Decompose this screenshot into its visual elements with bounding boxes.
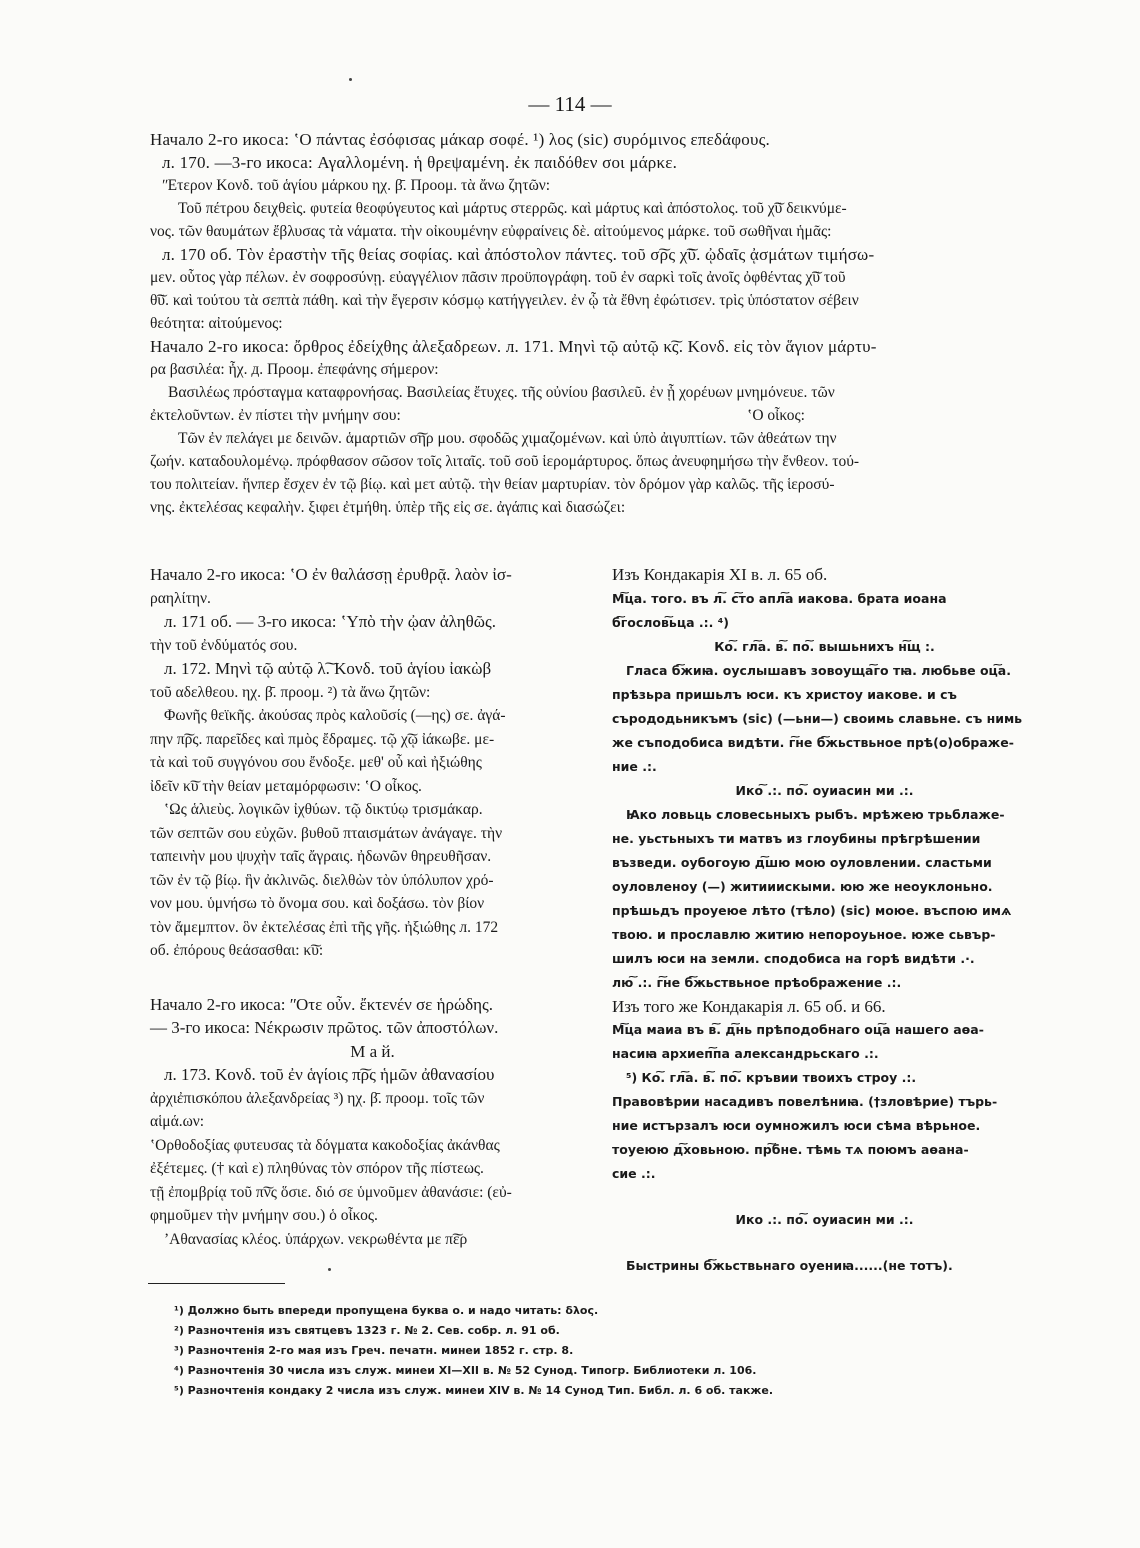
slavonic-line: Быстрины б͠жьствьнаго оуениꙗ......(не тотъ). bbox=[626, 1258, 953, 1273]
greek-line: Φωνῆς θεϊκῆς. ἀκούσας πρὸς καλοῦσίς (—ης) σε. ἀγά- bbox=[164, 707, 506, 724]
text-line: νης. ἐκτελέσας κεφαλὴν. ξιφει ἐτμήθη. ὑπὲρ τῆς εἰς σε. ἀγάπις καὶ διασώζει: bbox=[150, 499, 626, 516]
greek-line: л. 172. Μηνὶ τῷ αὐτῷ λ͠. Κονδ. τοῦ ἁγίου ἰακὼβ bbox=[164, 659, 492, 678]
text-line: Τοῦ πέτρου δειχθεὶς. φυτεία θεοφύγευτος καὶ μάρτυς στερρῶς. καὶ μάρτυς καὶ ἀπόστολος. τοῦ χ͠ῦ δεικνύμε- bbox=[178, 200, 847, 217]
text-line: л. 170 об. Τὸν ἐραστὴν τῆς θείας σοφίας. καὶ ἀπόστολον πάντες. τοῦ σ͠ρς χ͠ῦ. ᾠδαῖς ᾀσμάτων τιμήσω- bbox=[162, 245, 875, 264]
slavonic-line: прѣшьдъ проуеюе лѣто (тѣло) (sic) моюе. въспою имѧ bbox=[612, 902, 1012, 918]
greek-line: τὰ καὶ τοῦ συγγόνου σου ἔνδοξε. μεθ' οὗ καὶ ἠξιώθης bbox=[150, 754, 482, 771]
greek-line: об. ἐπόρους θεάσασθαι: κ͠υ: bbox=[150, 942, 324, 959]
oikos-heading: ʽΟ οἶκος: bbox=[747, 407, 805, 424]
slavonic-line: не. уьстьныхъ ти матвъ из глоубины прѣгрѣшении bbox=[612, 830, 981, 846]
ink-speck bbox=[349, 78, 352, 81]
text-line: θ͠ῦ. καὶ τούτου τὰ σεπτὰ πάθη. καὶ τὴν ἔγερσιν κόσμῳ κατήγγειλεν. ἐν ᾧ τὰ ἔθνη ἐφώτισεν. τρὶς ὑπόστατον σέβειν bbox=[150, 292, 859, 309]
slavonic-line: шилъ юси на земли. сподобиса на горѣ видѣти .·. bbox=[612, 950, 975, 966]
upper-text-block bbox=[150, 128, 1035, 519]
greek-line: τῇ ἐπομβρίᾳ τοῦ π͠νς ὅσιε. διό σε ὑμνοῦμεν ἀθανάσιε: (εὐ- bbox=[150, 1183, 512, 1201]
slavonic-line: твою. и прославлю житию непороуьное. юже сьвър- bbox=[612, 926, 996, 942]
slavonic-line: възведи. оубогоую д͠шю мою оуловлении. сластьми bbox=[612, 854, 992, 870]
slavonic-line: сърододьникъмъ (sic) (—ьни—) своимь славьне. съ нимь bbox=[612, 710, 1023, 726]
greek-line: αἱμά.ων: bbox=[150, 1113, 205, 1130]
footnote: ²) Разночтенія изъ святцевъ 1323 г. № 2. Сев. собр. л. 91 об. bbox=[174, 1324, 560, 1337]
slavonic-line: Ко͠. гл͠а. в͠. по͠. вышьнихъ н͠щ :. bbox=[714, 638, 935, 654]
slavonic-line: сие .:. bbox=[612, 1166, 656, 1181]
greek-line: νον μου. ὑμνήσω τὸ ὄνομα σου. καὶ δοξάσω. τὸν βίον bbox=[150, 895, 485, 912]
left-column bbox=[150, 563, 595, 1251]
ink-speck bbox=[328, 1268, 331, 1271]
greek-line bbox=[150, 963, 595, 993]
text-line: ʺΕτερον Κονδ. τοῦ ἁγίου μάρκου ηχ. β̄. Προομ. τὰ ἄνω ζητῶν: bbox=[162, 177, 551, 194]
text-line: θεότητα: αἰτούμενος: bbox=[150, 315, 283, 332]
greek-line: ʼΑθανασίας κλέος. ὑπάρχων. νεκρωθέντα με π͠ερ bbox=[164, 1230, 468, 1248]
slavonic-line: Ꙗко ловьць словесьныхъ рыбъ. мрѣжею трьблаже- bbox=[626, 806, 1005, 822]
greek-line: τῶν ἐν τῷ βίῳ. ἣν ἀκλινῶς. διελθὼν τὸν ὑπόλυπον χρό- bbox=[150, 871, 494, 889]
greek-line: л. 173. Κονδ. τοῦ ἐν ἁγίοις π͠ρς ἡμῶν ἀθανασίου bbox=[164, 1065, 495, 1084]
greek-line: Начало 2-го икоса: ʺΟτε οὖν. ἔκτενέν σε ἡρώδης. bbox=[150, 994, 494, 1014]
text-line: νος. τῶν θαυμάτων ἔβλυσας τὰ νάματα. τὴν οἰκουμένην εὐφραίνεις δὲ. αἰτούμενος μάρκε. τοῦ σωθῆναι ἡμᾶς: bbox=[150, 223, 832, 240]
slavonic-line bbox=[612, 1232, 1037, 1254]
right-column bbox=[612, 563, 1037, 1278]
slavonic-line: М͠ца маиа въ в͠. д͠нь прѣподобнаго оц͠а нашего аѳа- bbox=[612, 1022, 984, 1037]
greek-line: М а й. bbox=[350, 1041, 395, 1061]
greek-line: ἀρχιἐπισκόπου ἀλεξανδρείας ³) ηχ. β̄. προομ. τοῖς τῶν bbox=[150, 1089, 485, 1107]
greek-line: ραηλίτην. bbox=[150, 589, 211, 607]
slavonic-line: Ико .:. по͠. оуиасин ми .:. bbox=[735, 1212, 914, 1227]
slavonic-line: оуловленоу (—) житииискыми. юю же неоуклоньно. bbox=[612, 878, 993, 894]
text-line: л. 170. —3-го икоса: Αγαλλομένη. ἡ θρεψαμένη. ἐκ παιδόθεν σοι μάρκε. bbox=[162, 153, 678, 172]
text-line: Τῶν ἐν πελάγει με δεινῶν. ἁμαρτιῶν σ͠ηρ μου. σφοδῶς χιμαζομένων. καὶ ὑπὸ ἀιγυπτίων. τῶν ἀθεάτων την bbox=[178, 430, 837, 447]
text-line: ρα βασιλέα: ἦχ. д. Προομ. ἐπεφάνης σήμερον: bbox=[150, 361, 439, 378]
greek-line: ἰδεῖν κ͠υ τὴν θείαν μεταμόρφωσιν: ʽΟ οἶκος. bbox=[150, 777, 422, 795]
slavonic-line: ⁵) Ко͠. гл͠а. в͠. по͠. кръвии твоихъ строу .:. bbox=[626, 1070, 917, 1085]
slavonic-line: Изъ Кондакарія XI в. л. 65 об. bbox=[612, 565, 828, 584]
slavonic-line bbox=[612, 1186, 1037, 1208]
slavonic-line: б͠гослов͠ьца .:. ⁴) bbox=[612, 614, 729, 630]
page-number: — 114 — bbox=[528, 92, 612, 116]
greek-line: л. 171 об. — 3-го икоса: ʽΥπὸ τὴν ᾠαν ἀληθῶς. bbox=[164, 612, 496, 631]
slavonic-line: тоуеюю д͠ховьною. пр͠бне. тѣмь тѧ поюмъ аѳана- bbox=[612, 1142, 969, 1157]
slavonic-line: прѣзьра пришьлъ юси. къ христоу иакове. и съ bbox=[612, 686, 957, 702]
greek-line: Начало 2-го икоса: ʽΟ ἐν θαλάσσῃ ἐρυθρᾷ. λαὸν ἰσ- bbox=[150, 565, 512, 584]
greek-line: φημοῦμεν τὴν μνήμην σου.) ὁ οἶκος. bbox=[150, 1207, 378, 1224]
footnote: ⁴) Разночтенія 30 числа изъ служ. минеи XI—XII в. № 52 Сунод. Типогр. Библиотеки л. 106. bbox=[174, 1364, 757, 1377]
slavonic-line: же съподобиса видѣти. г͠не б͠жьствьное прѣ(о)ображе- bbox=[612, 734, 1014, 750]
footnotes bbox=[174, 1301, 1004, 1401]
greek-line: ταπεινὴν μου ψυχὴν ταῖς ἄγραις. ἠδωνῶν θηρευθῆσαν. bbox=[150, 848, 492, 865]
text-line: Начало 2-го икоса: ὄρθρος ἐδείχθης ἀλεξαδρεων. л. 171. Μηνὶ τῷ αὐτῷ κ͠ς. Κονδ. εἰς τὸν ἅγιον μάρτυ- bbox=[150, 337, 877, 356]
slavonic-line: Гласа б͠жиꙗ. оуслышавъ зовоуща͠го тꙗ. любьве оц͠а. bbox=[626, 662, 1011, 678]
footnote: ³) Разночтенія 2-го мая изъ Греч. печатн. минеи 1852 г. стр. 8. bbox=[174, 1344, 574, 1357]
slavonic-line: Изъ того же Кондакарія л. 65 об. и 66. bbox=[612, 996, 886, 1016]
greek-line: τοῦ αδελθεου. ηχ. β̄. προομ. ²) τὰ ἄνω ζητῶν: bbox=[150, 683, 431, 701]
footnote: ⁵) Разночтенія кондаку 2 числа изъ служ. минеи XIV в. № 14 Сунод Тип. Библ. л. 6 об. также. bbox=[174, 1384, 774, 1397]
slavonic-line: лю͠ .:. г͠не б͠жьствьное прѣображение .:. bbox=[612, 974, 902, 990]
footnote: ¹) Должно быть впереди пропущена буква о. и надо читать: δλος. bbox=[174, 1304, 599, 1317]
slavonic-line: Правовѣрии насадивъ повелѣниꙗ. (†зловѣрие) търь- bbox=[612, 1094, 998, 1109]
greek-line: πην π͠ρς. παρεῖδες καὶ πμὸς ἔδραμες. τῷ χ͠ῳ ἰάκωβε. με- bbox=[150, 730, 495, 748]
greek-line: — 3-го икоса: Νέκρωσιν πρῶτος. τῶν ἀποστόλων. bbox=[150, 1018, 499, 1037]
greek-line: ʽΩς ἁλιεὺς. λογικῶν ἰχθύων. τῷ δικτύῳ τρισμάκαρ. bbox=[164, 801, 483, 818]
slavonic-line: Ико͠ .:. по͠. оуиасин ми .:. bbox=[735, 782, 914, 798]
greek-line: ἐξέτεμες. († καὶ ε) πληθύνας τὸν σπόρον τῆς πίστεως. bbox=[150, 1160, 484, 1177]
slavonic-line: ние истързалъ юси оумножилъ юси сѣма вѣрьное. bbox=[612, 1118, 981, 1133]
slavonic-line: ние .:. bbox=[612, 758, 657, 774]
text-line-text: ἐκτελοῦντων. ἐν πίστει τὴν μνήμην σου: bbox=[150, 407, 401, 424]
footnote-rule bbox=[148, 1283, 285, 1284]
greek-line: τὴν τοῦ ἐνδύματός σου. bbox=[150, 636, 298, 654]
text-line: μεν. οὗτος γὰρ πέλων. ἐν σοφροσύνῃ. εὐαγγέλιον πᾶσιν προϋπογράφη. τοῦ ἐν σαρκὶ τοῖς ἀνοῖς ὀφθέντας χ͠ῦ τοῦ bbox=[150, 269, 846, 286]
text-line: του πολιτείαν. ἥνπερ ἔσχεν ἐν τῷ βίῳ. καὶ μετ αὐτῷ. τὴν θείαν μαρτυρίαν. τὸν δρόμον γὰρ καλῶς. τῆς ἱεροσύ- bbox=[150, 476, 835, 493]
slavonic-line: насиꙗ архиеп͠па александрьскаго .:. bbox=[612, 1046, 879, 1061]
greek-line: ʽΟρθοδοξίας φυτευσας τὰ δόγματα κακοδοξίας ἀκάνθας bbox=[150, 1136, 500, 1154]
slavonic-line: М͠ца. того. въ л͠. с͠то апл͠а иакова. брата иоана bbox=[612, 590, 947, 606]
text-line bbox=[150, 404, 1035, 427]
text-line: ζωήν. καταδουλομένῳ. πρόφθασον σῶσον τοῖς λιταῖς. τοῦ σοῦ ἱερομάρτυρος. ὅπως ἀνευφημήσω τὴν ἔνθεον. τού- bbox=[150, 453, 860, 470]
text-line: Βασιλέως πρόσταγμα καταφρονήσας. Βασιλείας ἔτυχες. τῆς οὐνίου βασιλεῦ. ἐν ᾗ χορέυων μνημόνευε. τῶν bbox=[168, 384, 835, 401]
greek-line: τῶν σεπτῶν σου εὐχῶν. βυθοῦ πταισμάτων ἀνάγαγε. τὴν bbox=[150, 824, 503, 842]
greek-line: τὸν ἄμεμπτον. ὃν ἐκτελέσας ἐπὶ τῆς γῆς. ἠξιώθης л. 172 bbox=[150, 918, 499, 936]
text-line: Начало 2-го икоса: ʽΟ πάντας ἐσόφισας μάκαρ σοφέ. ¹) λος (sic) συρόμινος επεδάφους. bbox=[150, 130, 770, 149]
